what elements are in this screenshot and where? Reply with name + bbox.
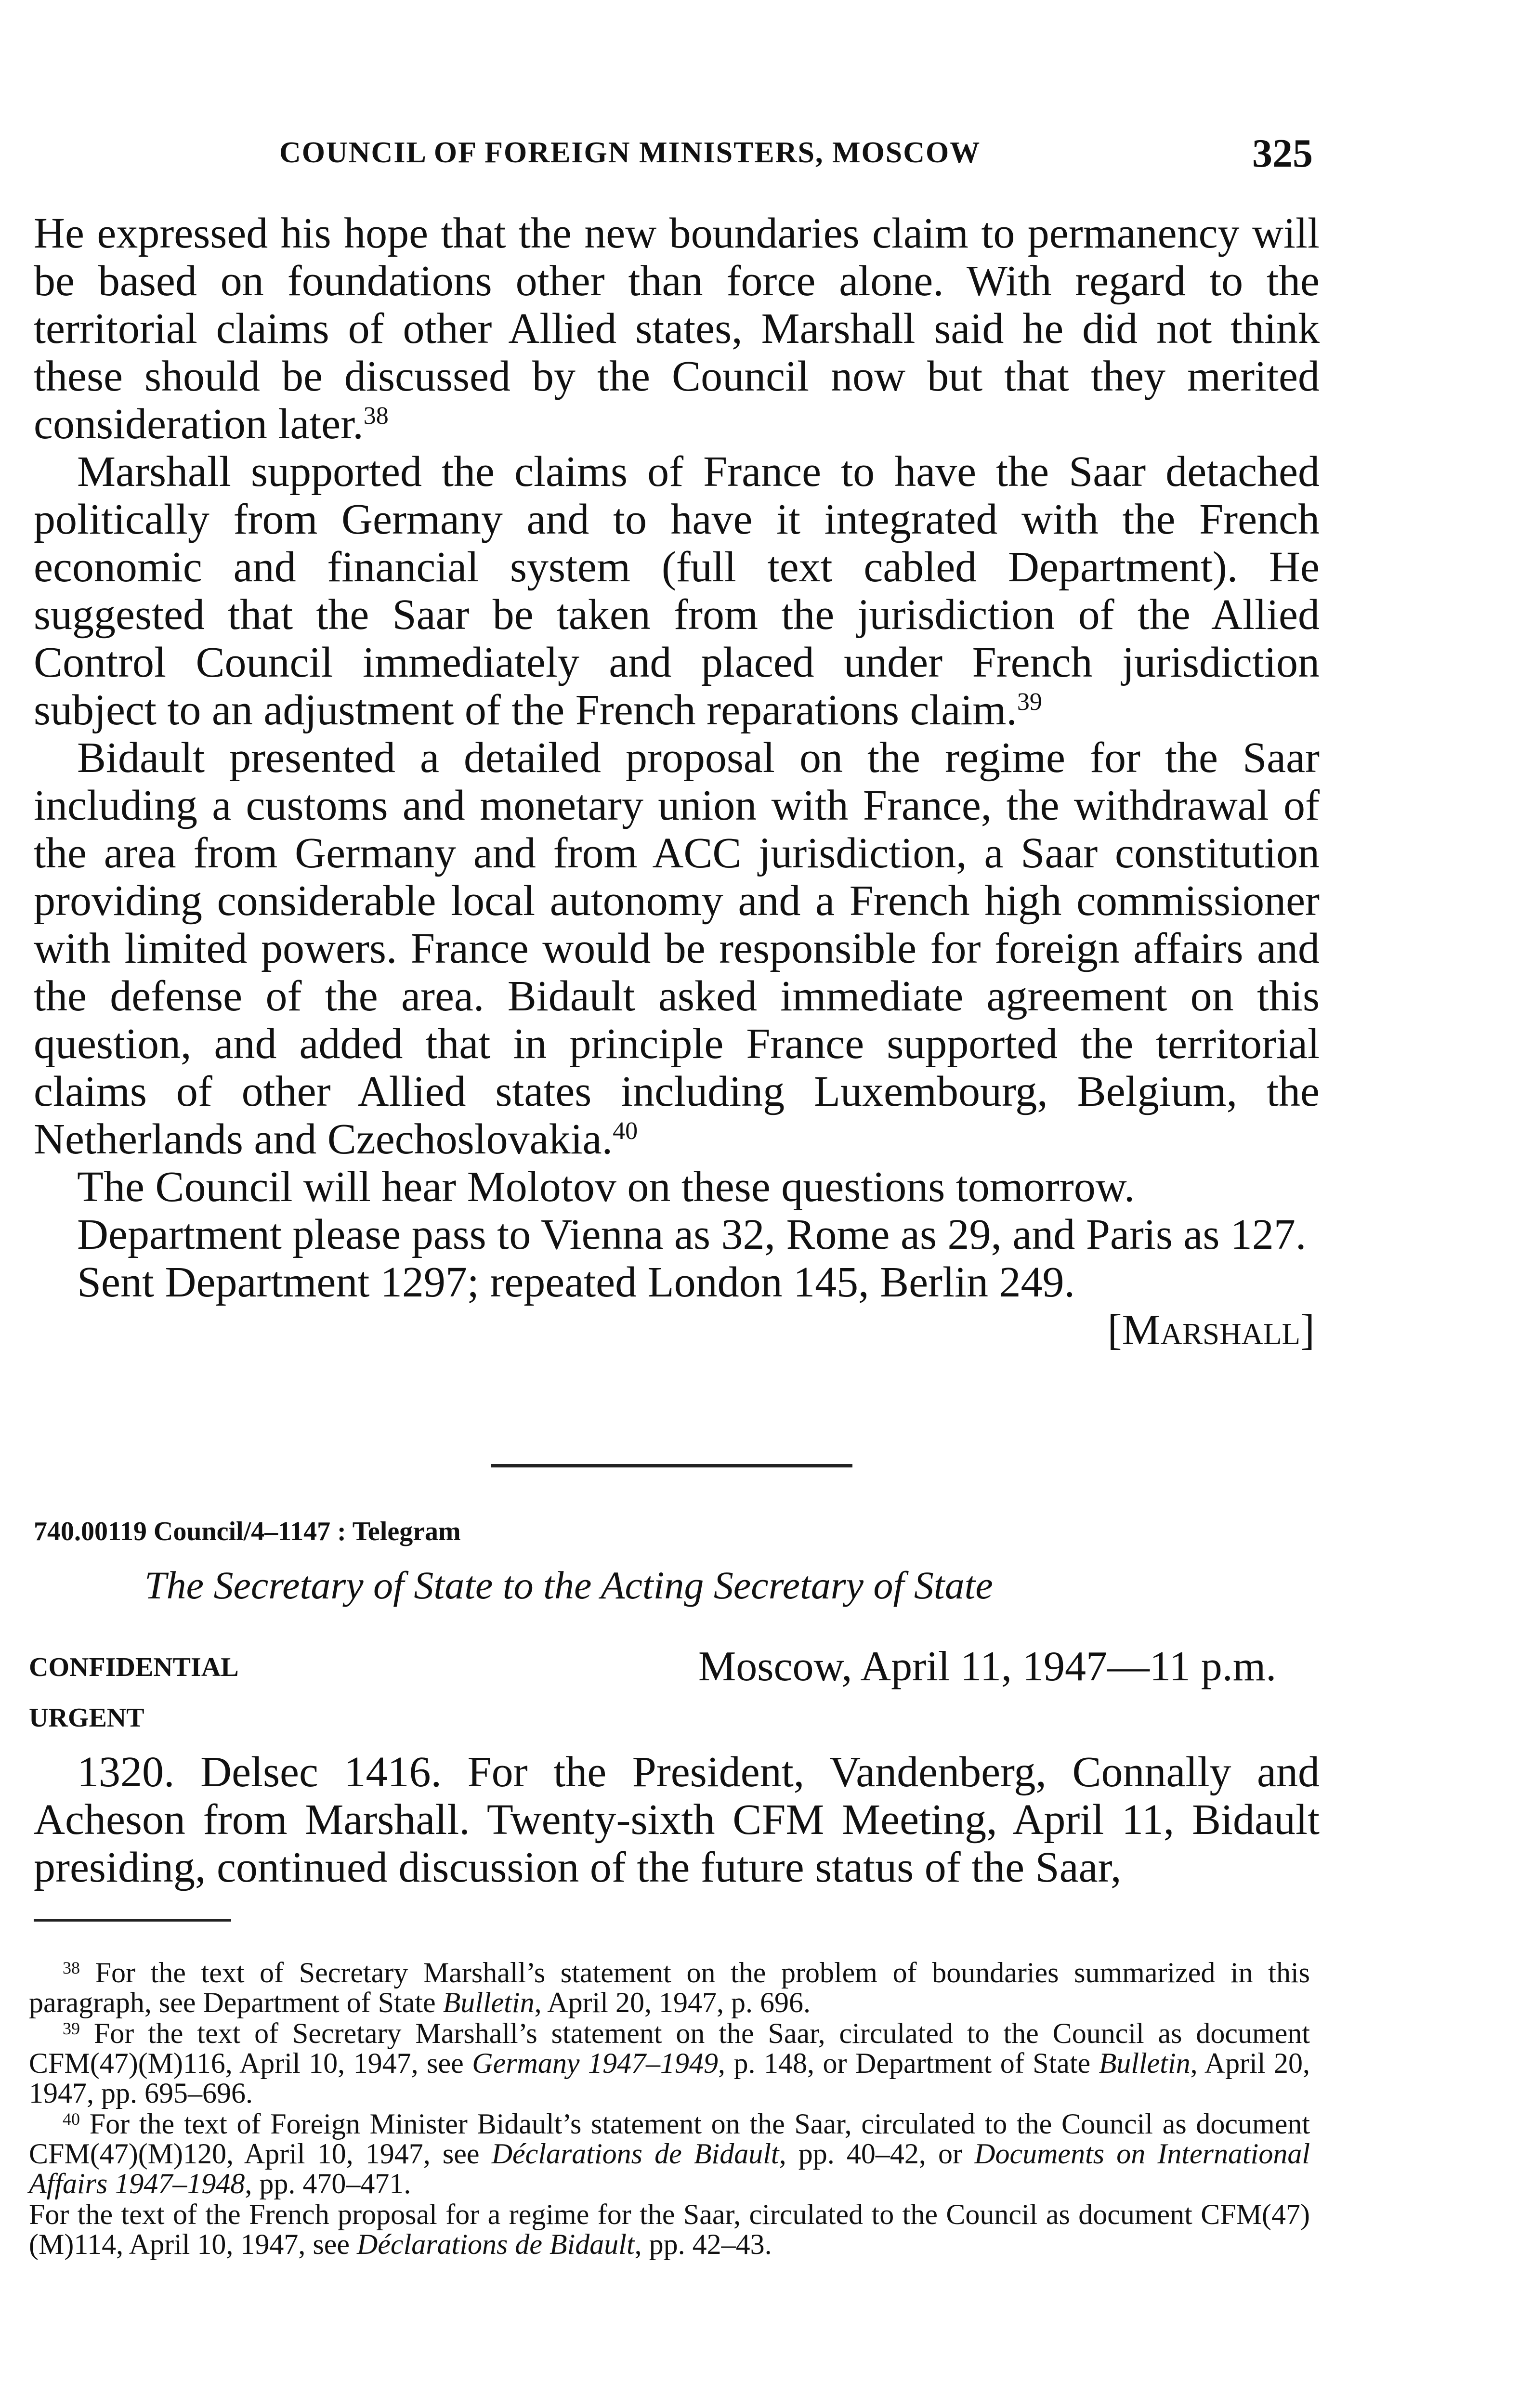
document-title: The Secretary of State to the Acting Secretary of State (144, 1563, 993, 1607)
footnote-text: For the text of the French proposal for a regime for the Saar, circulated to the Council as document CFM(47)(M)114, April 10, 1947, see (29, 2199, 1310, 2260)
paragraph: Department please pass to Vienna as 32, Rome as 29, and Paris as 127. (77, 1211, 1307, 1258)
signature: [Marshall] (1107, 1306, 1315, 1354)
footnote-italic: Documents on International Affairs 1947–1948 (29, 2138, 1310, 2199)
paragraph: Sent Department 1297; repeated London 145, Berlin 249. (77, 1258, 1075, 1306)
footnote-ref[interactable]: 38 (363, 402, 389, 430)
paragraph: The Council will hear Molotov on these questions tomorrow. (77, 1163, 1135, 1211)
footnote-39 (29, 2018, 1310, 2108)
footnote-number: 39 (63, 2019, 80, 2038)
paragraph: 1320. Delsec 1416. For the President, Vandenberg, Connally and Acheson from Marshall. Twenty-sixth CFM Meeting, April 11, Bidault presiding, continued discussion of the future status of the Saar, (34, 1748, 1320, 1891)
footnote-text: , pp. 470–471. (245, 2168, 411, 2199)
classification-label: CONFIDENTIAL (29, 1652, 239, 1682)
paragraph-text: Marshall supported the claims of France to have the Saar detached politically from Germany and to have it integrated with the French economic and financial system (full text cabled Department). He suggested that the Saar be taken from the jurisdiction of the Allied Control Council immediately and placed under French jurisdiction subject to an adjustment of the French reparations claim. (34, 448, 1320, 734)
footnote-italic: Bulletin (1099, 2047, 1191, 2079)
footnotes (29, 1958, 1310, 2260)
footnote-italic: Bulletin (443, 1987, 535, 2018)
footnote-text: , pp. 42–43. (634, 2228, 772, 2260)
paragraph (34, 448, 1320, 734)
running-head: COUNCIL OF FOREIGN MINISTERS, MOSCOW (279, 136, 981, 169)
footnote-ref[interactable]: 39 (1017, 688, 1042, 716)
footnote-text: For the text of Secretary Marshall’s statement on the problem of boundaries summarized in this paragraph, see Department of State (29, 1957, 1310, 2018)
footnote-italic: Germany 1947–1949 (472, 2047, 719, 2079)
footnote-text: , April 20, 1947, p. 696. (534, 1987, 811, 2018)
footnote-text: For the text of Secretary Marshall’s statement on the Saar, circulated to the Council as document CFM(47)(M)116, April 10, 1947, see (29, 2017, 1310, 2079)
footnote-40 (29, 2109, 1310, 2199)
paragraph-text: Bidault presented a detailed proposal on the regime for the Saar including a customs and monetary union with France, the withdrawal of the area from Germany and from ACC jurisdiction, a Saar constitution providing considerable local autonomy and a French high commissioner with limited powers. France would be responsible for foreign affairs and the defense of the area. Bidault asked immediate agreement on this question, and added that in principle France supported the territorial claims of other Allied states including Luxembourg, Belgium, the Netherlands and Czechoslovakia. (34, 734, 1320, 1163)
page-number: 325 (1252, 131, 1313, 176)
telegram-continuation (34, 209, 1320, 1354)
footnote-text: , pp. 40–42, or (779, 2138, 975, 2170)
footnote-40-continued (29, 2199, 1310, 2259)
footnote-number: 40 (63, 2109, 80, 2129)
section-divider (491, 1464, 852, 1467)
dateline: Moscow, April 11, 1947—11 p.m. (698, 1643, 1277, 1690)
footnote-text: For the text of Foreign Minister Bidault’s statement on the Saar, circulated to the Council as document CFM(47)(M)120, April 10, 1947, see (29, 2108, 1310, 2170)
paragraph-text: He expressed his hope that the new boundaries claim to permanency will be based on foundations other than force alone. With regard to the territorial claims of other Allied states, Marshall said he did not think these should be discussed by the Council now but that they merited consideration later. (34, 209, 1320, 448)
footnote-ref[interactable]: 40 (613, 1117, 638, 1145)
footnote-number: 38 (63, 1958, 80, 1977)
footnote-italic: Déclarations de Bidault (491, 2138, 779, 2170)
priority-label: URGENT (29, 1703, 144, 1733)
file-reference: 740.00119 Council/4–1147 : Telegram (34, 1517, 461, 1546)
footnote-divider (34, 1919, 231, 1922)
telegram-body (34, 1748, 1320, 1891)
footnote-38 (29, 1958, 1310, 2017)
paragraph (34, 209, 1320, 448)
paragraph (34, 734, 1320, 1163)
footnote-text: , April 20, 1947, pp. 695–696. (29, 2047, 1310, 2109)
footnote-italic: Déclarations de Bidault (357, 2228, 635, 2260)
footnote-text: , p. 148, or Department of State (718, 2047, 1099, 2079)
